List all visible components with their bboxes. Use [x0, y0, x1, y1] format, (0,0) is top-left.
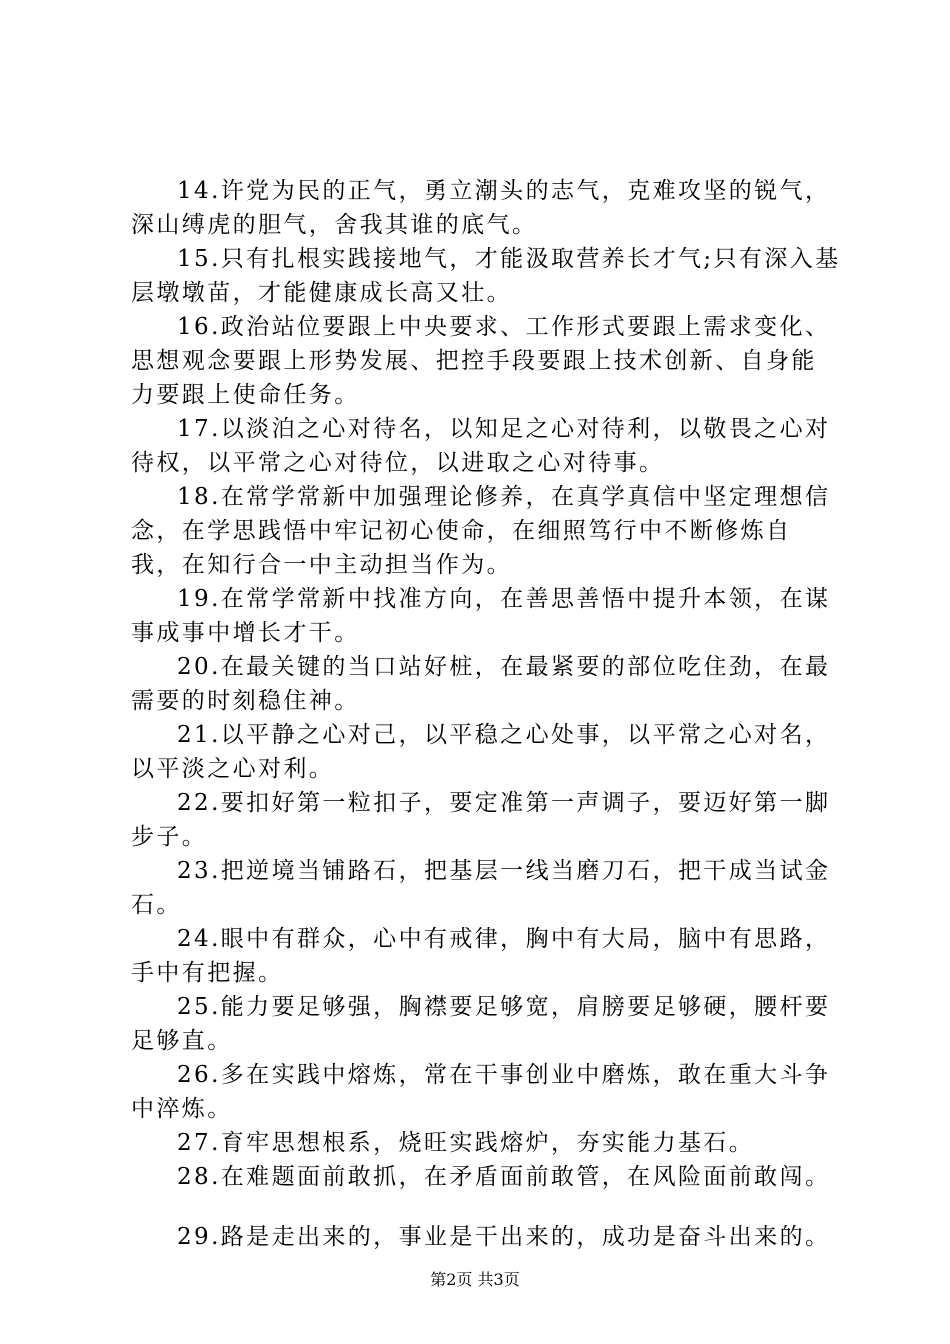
list-item: 28.在难题面前敢抓，在矛盾面前敢管，在风险面前敢闯。 — [177, 1164, 831, 1190]
list-item: 18.在常学常新中加强理论修养，在真学真信中坚定理想信念，在学思践悟中牢记初心使命，在细照笃行中不断修炼自我，在知行合一中主动担当作为。 — [131, 484, 831, 578]
list-item: 20.在最关键的当口站好桩，在最紧要的部位吃住劲，在最需要的时刻稳住神。 — [131, 654, 831, 714]
list-item: 26.多在实践中熔炼，常在干事创业中磨炼，敢在重大斗争中淬炼。 — [131, 1062, 831, 1122]
list-item: 15.只有扎根实践接地气，才能汲取营养长才气;只有深入基层墩墩苗，才能健康成长高又壮。 — [131, 246, 841, 306]
list-item: 14.许党为民的正气，勇立潮头的志气，克难攻坚的锐气，深山缚虎的胆气，舍我其谁的底气。 — [131, 178, 831, 238]
list-item: 29.路是走出来的，事业是干出来的，成功是奋斗出来的。 — [177, 1224, 831, 1250]
list-item: 19.在常学常新中找准方向，在善思善悟中提升本领，在谋事成事中增长才干。 — [131, 586, 831, 646]
list-item: 27.育牢思想根系，烧旺实践熔炉，夯实能力基石。 — [177, 1130, 755, 1156]
list-item: 25.能力要足够强，胸襟要足够宽，肩膀要足够硬，腰杆要足够直。 — [131, 994, 831, 1054]
page-number: 第2页 共3页 — [430, 1270, 520, 1289]
list-item: 24.眼中有群众，心中有戒律，胸中有大局，脑中有思路，手中有把握。 — [131, 926, 831, 986]
document-body — [131, 174, 841, 1254]
list-item: 23.把逆境当铺路石，把基层一线当磨刀石，把干成当试金石。 — [131, 858, 831, 918]
list-item: 16.政治站位要跟上中央要求、工作形式要跟上需求变化、思想观念要跟上形势发展、把控手段要跟上技术创新、自身能力要跟上使命任务。 — [131, 314, 831, 408]
list-item: 17.以淡泊之心对待名，以知足之心对待利，以敬畏之心对待权，以平常之心对待位，以进取之心对待事。 — [131, 416, 831, 476]
list-item: 22.要扣好第一粒扣子，要定准第一声调子，要迈好第一脚步子。 — [131, 790, 831, 850]
list-item: 21.以平静之心对己，以平稳之心处事，以平常之心对名，以平淡之心对利。 — [131, 722, 831, 782]
